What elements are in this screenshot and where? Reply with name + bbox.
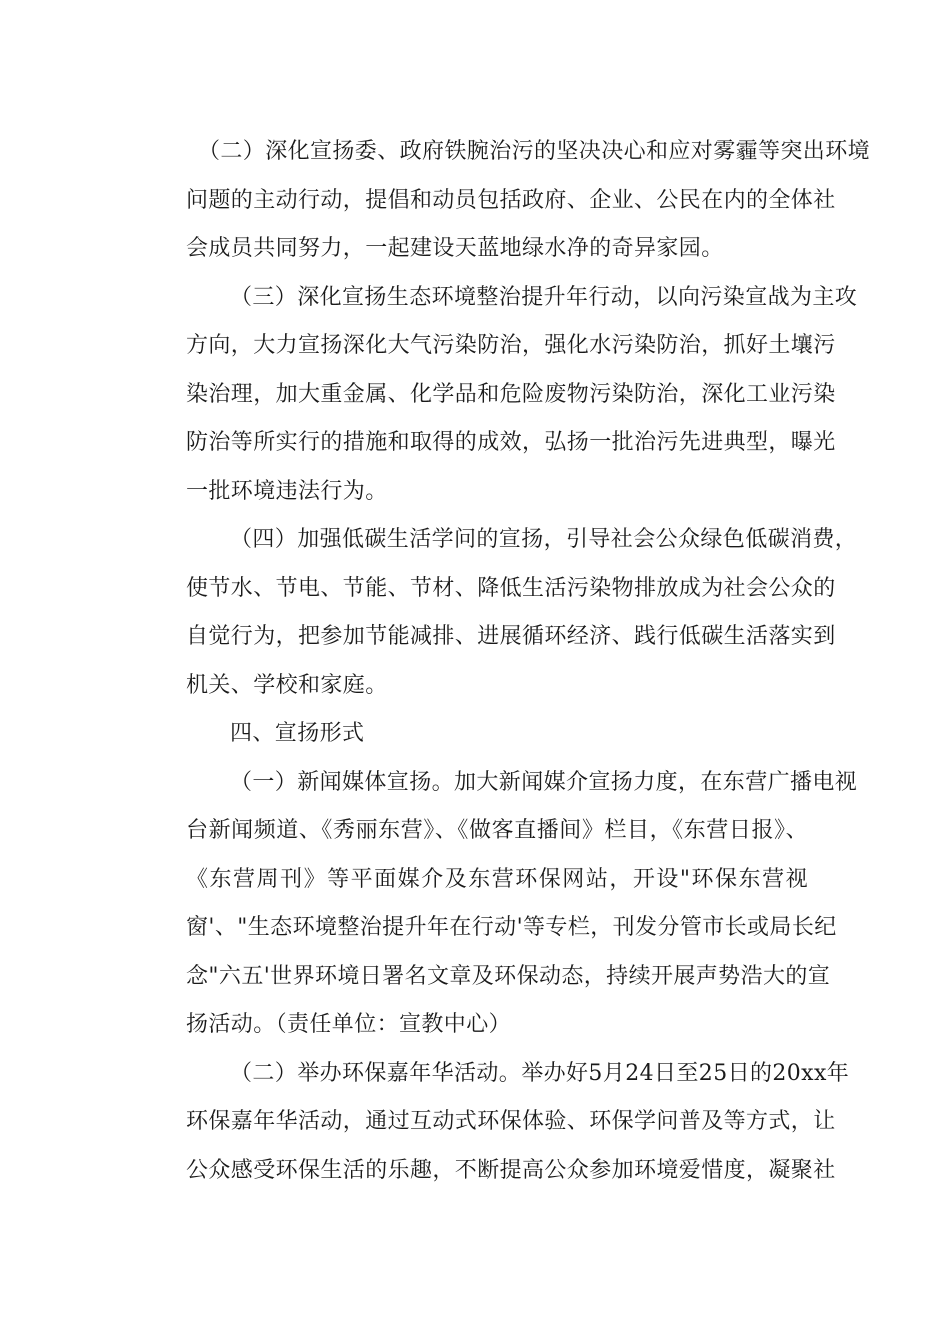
- section-heading-4: [142, 710, 808, 759]
- paragraph-5: [142, 759, 858, 1050]
- text-line: 机关、学校和家庭。: [186, 672, 388, 698]
- paragraph-4: [142, 516, 858, 710]
- text-line: 念"六五'世界环境日署名文章及环保动态，持续开展声势浩大的宣: [186, 963, 831, 989]
- text-line: （三）深化宣扬生态环境整治提升年行动，以向污染宣战为主攻: [230, 284, 858, 310]
- text-line: 《东营周刊》等平面媒介及东营环保网站，开设"环保东营视: [186, 866, 808, 892]
- text-line: 一批环境违法行为。: [186, 478, 388, 504]
- text-line: （二）举办环保嘉年华活动。举办好5月24日至25日的20xx年: [230, 1060, 850, 1086]
- text-line: 使节水、节电、节能、节材、降低生活污染物排放成为社会公众的: [186, 575, 836, 601]
- text-line: （二）深化宣扬委、政府铁腕治污的坚决决心和应对雾霾等突出环境: [198, 139, 871, 164]
- text-line: 自觉行为，把参加节能减排、进展循环经济、践行低碳生活落实到: [186, 624, 836, 649]
- text-line: 染治理，加大重金属、化学品和危险废物污染防治，深化工业污染: [186, 381, 836, 407]
- text-line: 公众感受环保生活的乐趣，不断提高公众参加环境爱惜度，凝聚社: [186, 1157, 836, 1183]
- paragraph-6: [142, 1050, 850, 1196]
- text-line: 问题的主动行动，提倡和动员包括政府、企业、公民在内的全体社: [186, 187, 836, 213]
- text-line: 环保嘉年华活动，通过互动式环保体验、环保学问普及等方式，让: [186, 1109, 836, 1134]
- paragraph-3: [142, 274, 858, 517]
- text-line: 台新闻频道、《秀丽东营》、《做客直播间》栏目，《东营日报》、: [186, 818, 808, 843]
- text-line: 会成员共同努力，一起建设天蓝地绿水净的奇异家园。: [186, 236, 724, 261]
- text-line: 窗'、"生态环境整治提升年在行动'等专栏，刊发分管市长或局长纪: [186, 915, 837, 940]
- text-line: （一）新闻媒体宣扬。加大新闻媒介宣扬力度，在东营广播电视: [230, 769, 858, 795]
- text-line: （四）加强低碳生活学问的宣扬，引导社会公众绿色低碳消费，: [230, 527, 858, 552]
- heading-line: 四、宣扬形式: [230, 721, 365, 746]
- text-line: 方向，大力宣扬深化大气污染防治，强化水污染防治，抓好土壤污: [186, 333, 836, 358]
- document-body: [142, 128, 871, 1195]
- paragraph-2: [142, 128, 871, 274]
- text-line: 防治等所实行的措施和取得的成效，弘扬一批治污先进典型，曝光: [186, 430, 836, 455]
- text-line: 扬活动。（责任单位：宣教中心）: [186, 1012, 512, 1037]
